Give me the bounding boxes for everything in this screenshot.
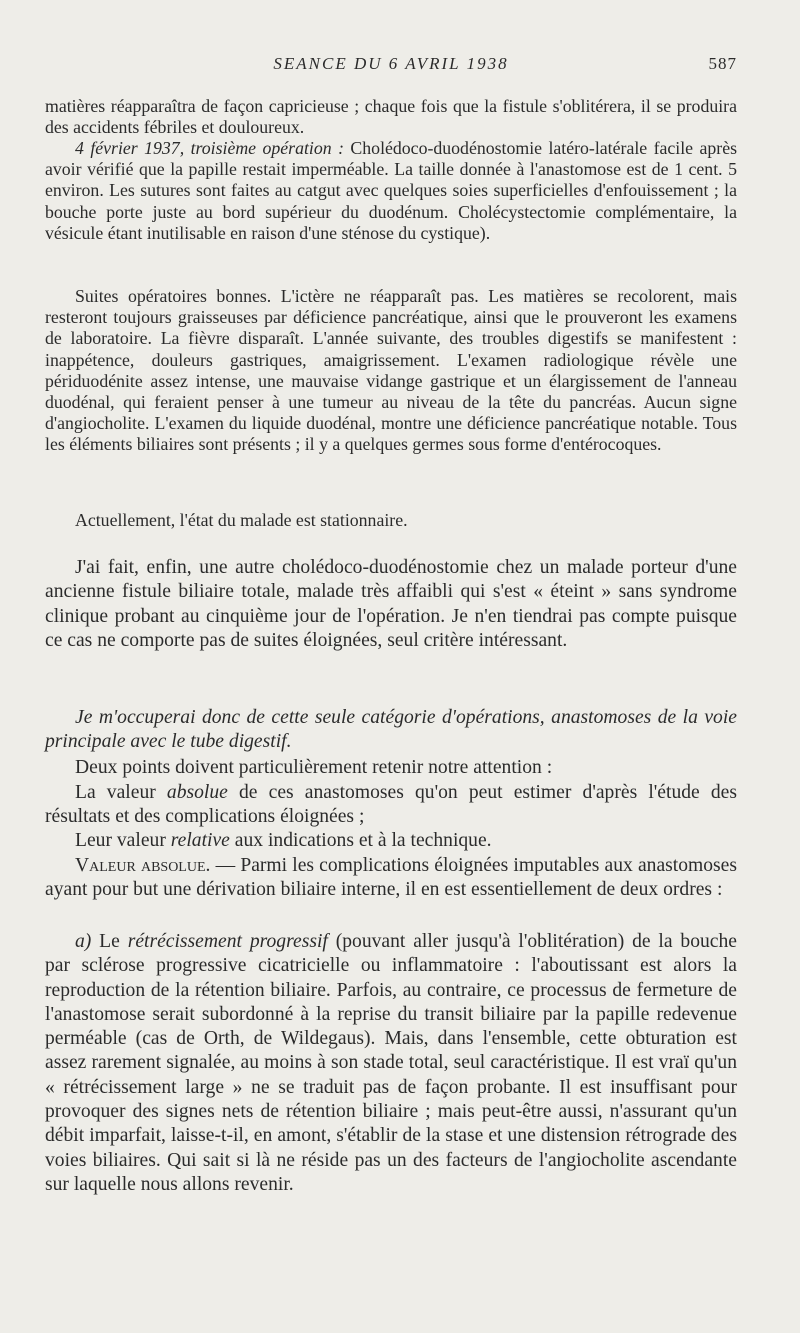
paragraph-current-state: Actuellement, l'état du malade est stationnaire. (75, 510, 408, 530)
paragraph-two-points: Deux points doivent particulièrement retenir notre attention : (75, 757, 553, 778)
operation-description: Cholédoco-duodénostomie latéro-latérale facile après avoir vérifié que la papille restait imperméable. La taille donnée à l'anastomose est de 1 cent. 5 environ. Les sutures sont faites au catgut avec quelques soies superficielles d'enfouissement ; la bouche porte juste au bord supérieur du duodénum. Cholécystectomie complémentaire, la vésicule étant inutilisable en raison d'une sténose du cystique). (45, 138, 738, 243)
paragraph-relative-value: Leur valeur relative aux indications et à la technique. (75, 830, 492, 851)
emphasis-retrecissement: rétrécissement progressif (127, 931, 328, 952)
paragraph-operation-note (45, 138, 737, 244)
paragraph-postoperative: Suites opératoires bonnes. L'ictère ne réapparaît pas. Les matières se recolorent, mais resteront toujours graisseuses par déficience pancréatique, ainsi que le prouveront les examens de laboratoire. La fièvre disparaît. L'année suivante, des troubles digestifs se manifestent : inappétence, douleurs gastriques, amaigrissement. L'examen radiologique révèle une périduodénite assez intense, une mauvaise vidange gastrique et un élargissement de l'anneau duodénal, qui feraient penser à une tumeur au niveau de la tête du pancréas. Aucun signe d'angiocholite. L'examen du liquide duodénal, montre une déficience pancréatique notable. Tous les éléments biliaires sont présents ; il y a quelques germes sous forme d'entérocoques. (45, 286, 737, 455)
running-title: SEANCE DU 6 AVRIL 1938 (273, 54, 509, 73)
paragraph-scope: Je m'occuperai donc de cette seule catégorie d'opérations, anastomoses de la voie principale avec le tube digestif. (45, 707, 737, 753)
section-heading: Valeur absolue. (75, 855, 211, 876)
emphasis-relative: relative (170, 830, 230, 851)
page-number: 587 (708, 54, 737, 73)
emphasis-absolue: absolue (166, 782, 228, 803)
running-header (45, 54, 737, 78)
paragraph-continuation: matières réapparaîtra de façon capricieuse ; chaque fois que la fistule s'oblitérera, il se produira des accidents fébriles et douloureux. (45, 96, 737, 138)
list-label-a: a) (75, 931, 92, 952)
paragraph-section-valeur-absolue: Valeur absolue. — Parmi les complications éloignées imputables aux anastomoses ayant pour but une dérivation biliaire interne, il en est essentiellement de deux ordres : (45, 855, 737, 901)
paragraph-other-case: J'ai fait, enfin, une autre cholédoco-duodénostomie chez un malade porteur d'une ancienne fistule biliaire totale, malade très affaibli qui s'est « éteint » sans syndrome clinique probant au cinquième jour de l'opération. Je n'en tiendrai pas compte puisque ce cas ne comporte pas de suites éloignées, seul critère intéressant. (45, 557, 737, 651)
operation-date-lead: 4 février 1937, troisième opération : (75, 138, 344, 158)
paragraph-retrecissement: a) Le rétrécissement progressif (pouvant aller jusqu'à l'oblitération) de la bouche par sclérose progressive cicatricielle ou inflammatoire : l'aboutissant est alors la reproduction de la rétention biliaire. Parfois, au contraire, ce processus de fermeture de l'anastomose serait subordonné à la reprise du transit biliaire par la papille redevenue perméable (cas de Orth, de Wildegaus). Mais, dans l'ensemble, cette obturation est assez rarement signalée, au moins à son stade total, seul caractéristique. Il est vraï qu'un « rétrécissement large » ne se traduit pas de façon probante. Il est insuffisant pour provoquer des signes nets de rétention biliaire ; mais peut-être aussi, n'assurant qu'un débit imparfait, laisse-t-il, en amont, s'établir de la stase et une distension rétrograde des voies biliaires. Qui sait si là ne réside pas un des facteurs de l'angiocholite ascendante sur laquelle nous allons revenir. (45, 931, 737, 1195)
paragraph-absolute-value: La valeur absolue de ces anastomoses qu'on peut estimer d'après l'étude des résultats et des complications éloignées ; (45, 782, 737, 828)
